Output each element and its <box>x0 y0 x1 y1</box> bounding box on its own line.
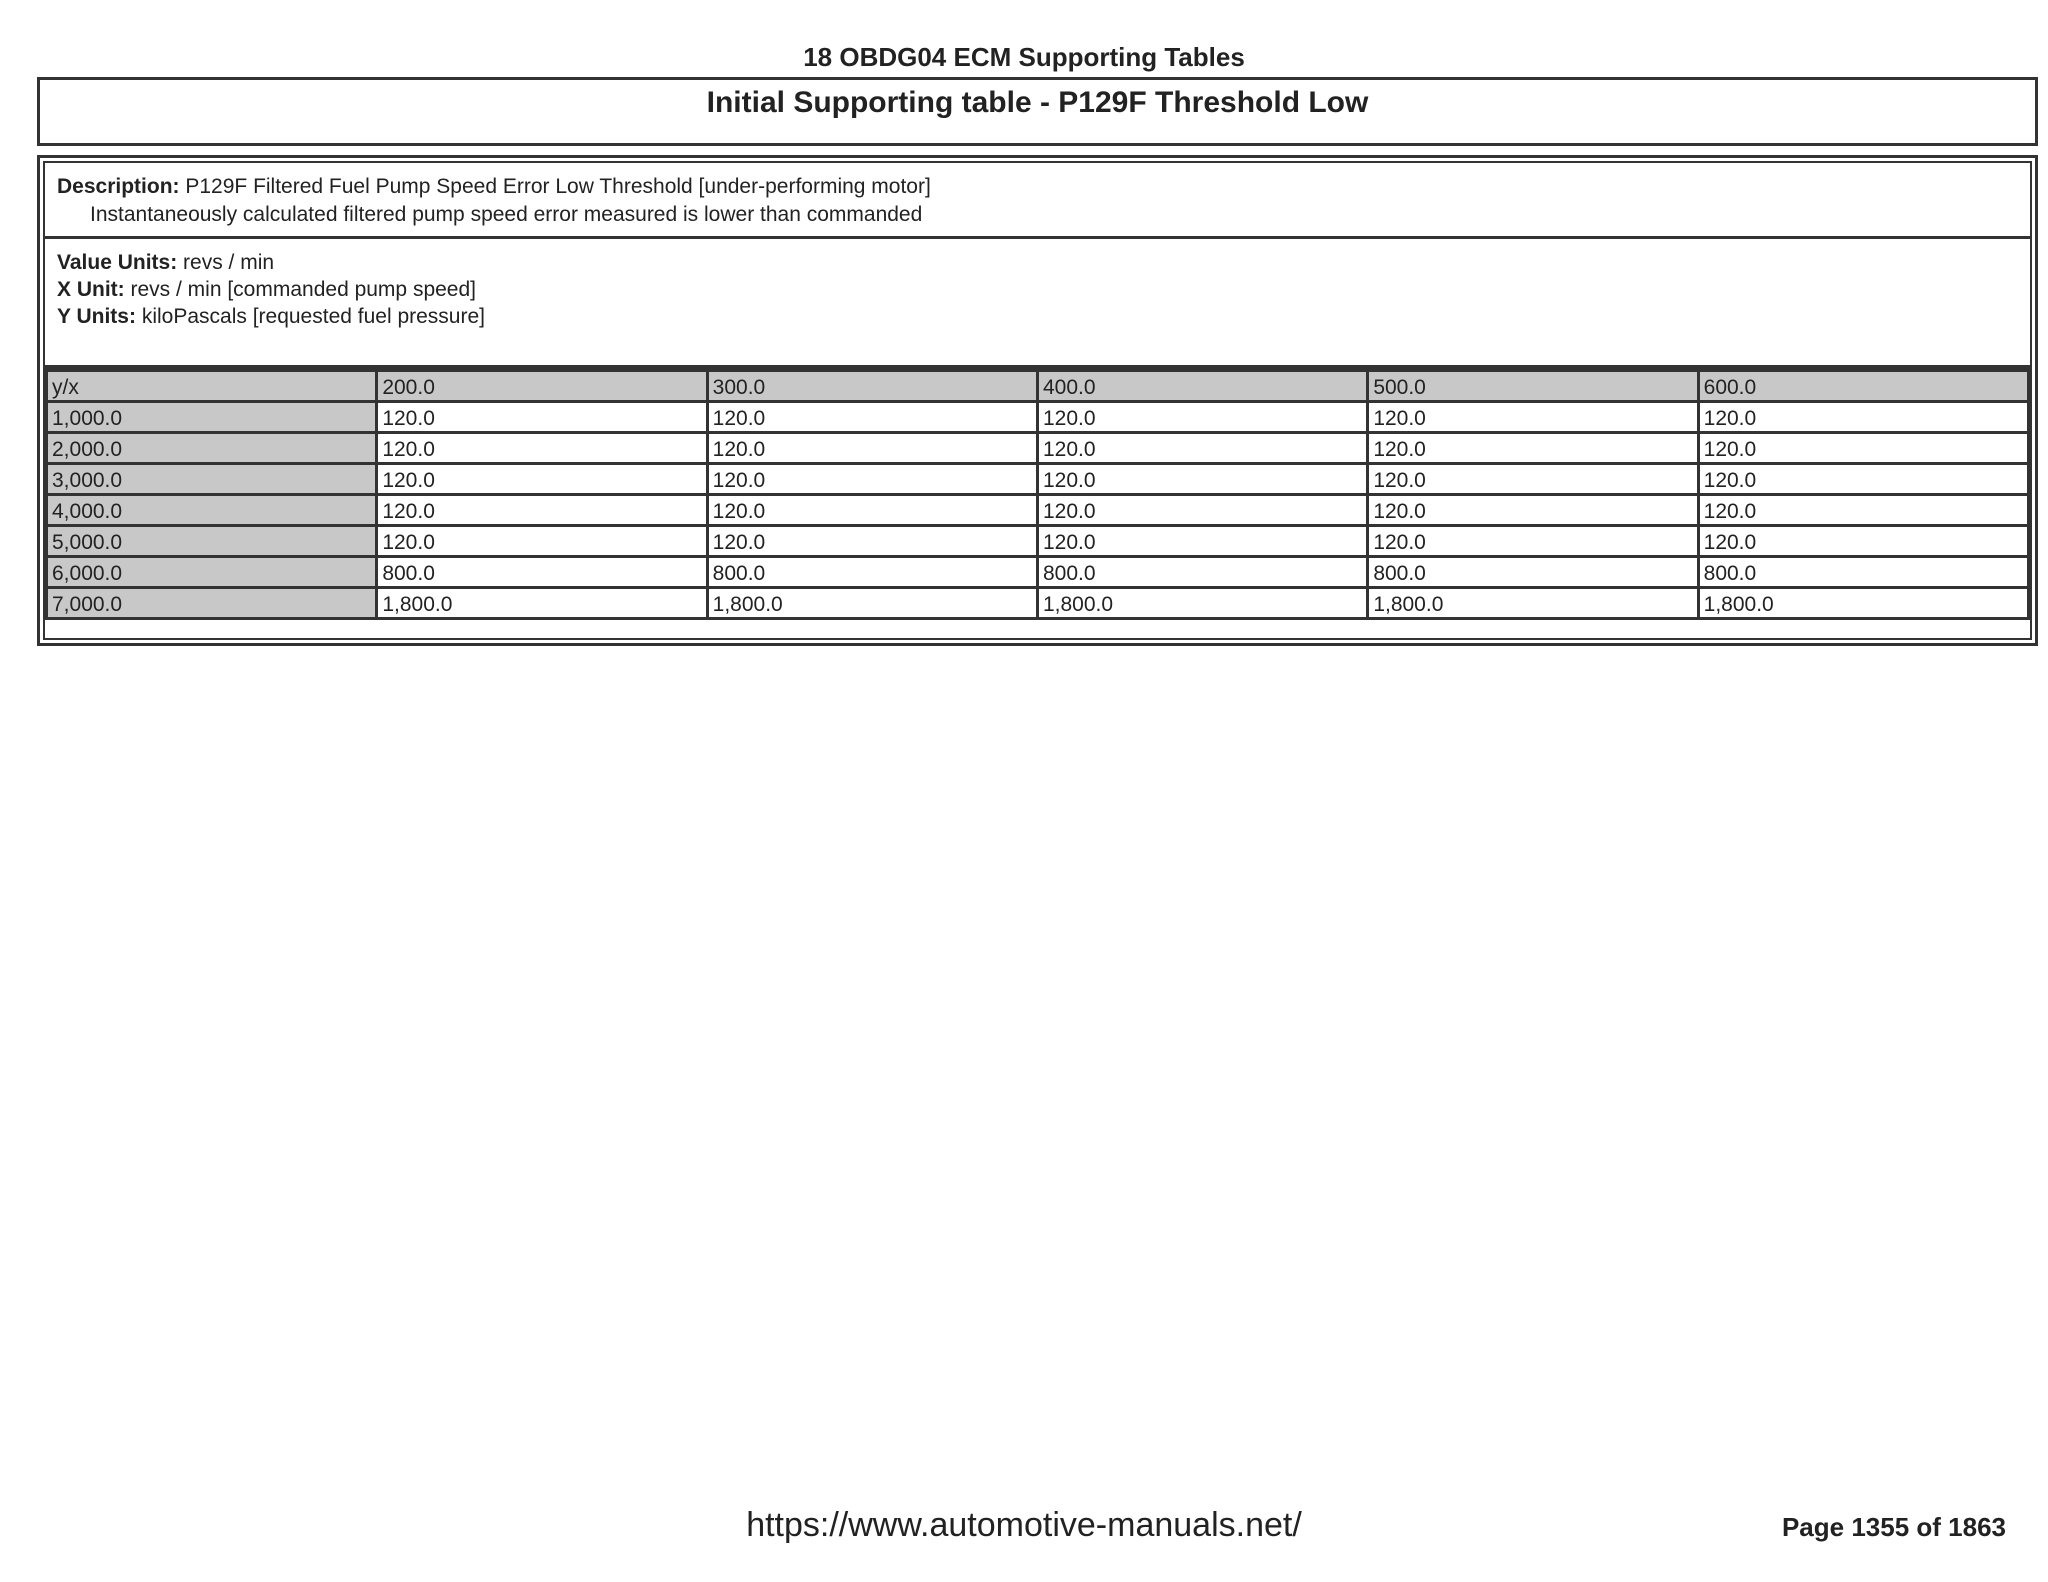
x-unit-text: revs / min [commanded pump speed] <box>130 278 476 301</box>
row-header: 4,000.0 <box>47 495 377 526</box>
table-cell: 1,800.0 <box>1698 588 2028 619</box>
row-header: 2,000.0 <box>47 433 377 464</box>
table-row <box>47 526 2029 557</box>
y-units-line <box>57 303 2018 330</box>
y-units-text: kiloPascals [requested fuel pressure] <box>141 305 485 328</box>
table-cell: 120.0 <box>707 464 1037 495</box>
table-panel-inner <box>43 161 2032 640</box>
table-cell: 120.0 <box>1037 402 1367 433</box>
table-cell: 800.0 <box>1368 557 1698 588</box>
description-line-2: Instantaneously calculated filtered pump speed error measured is lower than commanded <box>90 203 923 226</box>
table-cell: 120.0 <box>1368 402 1698 433</box>
description-line <box>57 173 2018 201</box>
table-cell: 120.0 <box>1037 495 1367 526</box>
row-header: 1,000.0 <box>47 402 377 433</box>
footer-url: https://www.automotive-manuals.net/ <box>746 1506 1302 1544</box>
table-cell: 120.0 <box>1698 464 2028 495</box>
table-cell: 120.0 <box>377 526 707 557</box>
table-header-row <box>47 371 2029 402</box>
table-cell: 120.0 <box>1698 495 2028 526</box>
row-header: 7,000.0 <box>47 588 377 619</box>
table-cell: 120.0 <box>377 402 707 433</box>
row-header: 5,000.0 <box>47 526 377 557</box>
table-cell: 120.0 <box>707 402 1037 433</box>
corner-cell: y/x <box>47 371 377 402</box>
table-row <box>47 402 2029 433</box>
table-cell: 1,800.0 <box>1368 588 1698 619</box>
table-row <box>47 495 2029 526</box>
units-section <box>45 239 2030 369</box>
table-cell: 120.0 <box>1698 402 2028 433</box>
table-cell: 1,800.0 <box>707 588 1037 619</box>
table-cell: 120.0 <box>377 464 707 495</box>
table-cell: 120.0 <box>707 495 1037 526</box>
table-cell: 120.0 <box>1698 526 2028 557</box>
data-table <box>45 369 2030 620</box>
table-row <box>47 464 2029 495</box>
document-header: 18 OBDG04 ECM Supporting Tables <box>803 42 1245 72</box>
table-cell: 120.0 <box>1037 433 1367 464</box>
table-cell: 120.0 <box>377 495 707 526</box>
y-units-label: Y Units: <box>57 305 136 328</box>
row-header: 6,000.0 <box>47 557 377 588</box>
table-cell: 120.0 <box>1037 464 1367 495</box>
table-cell: 800.0 <box>1037 557 1367 588</box>
page-number: Page 1355 of 1863 <box>1781 1512 2006 1542</box>
table-row <box>47 433 2029 464</box>
value-units-text: revs / min <box>183 251 275 274</box>
table-row <box>47 557 2029 588</box>
table-cell: 120.0 <box>707 526 1037 557</box>
x-unit-line <box>57 276 2018 303</box>
x-unit-label: X Unit: <box>57 278 125 301</box>
table-cell: 120.0 <box>1368 495 1698 526</box>
table-cell: 800.0 <box>377 557 707 588</box>
table-cell: 120.0 <box>1368 526 1698 557</box>
table-cell: 1,800.0 <box>377 588 707 619</box>
table-panel <box>37 155 2038 646</box>
description-label: Description: <box>57 175 180 198</box>
row-header: 3,000.0 <box>47 464 377 495</box>
table-cell: 120.0 <box>1037 526 1367 557</box>
table-title: Initial Supporting table - P129F Threshold Low <box>37 77 2038 146</box>
description-section <box>45 163 2030 239</box>
table-cell: 120.0 <box>1698 433 2028 464</box>
table-cell: 120.0 <box>707 433 1037 464</box>
table-cell: 800.0 <box>707 557 1037 588</box>
column-header: 600.0 <box>1698 371 2028 402</box>
table-cell: 1,800.0 <box>1037 588 1367 619</box>
value-units-label: Value Units: <box>57 251 178 274</box>
value-units-line <box>57 249 2018 276</box>
table-cell: 120.0 <box>1368 433 1698 464</box>
column-header: 400.0 <box>1037 371 1367 402</box>
table-cell: 120.0 <box>377 433 707 464</box>
description-text: P129F Filtered Fuel Pump Speed Error Low Threshold [under-performing motor] <box>185 175 931 198</box>
column-header: 500.0 <box>1368 371 1698 402</box>
column-header: 200.0 <box>377 371 707 402</box>
table-cell: 120.0 <box>1368 464 1698 495</box>
table-row <box>47 588 2029 619</box>
column-header: 300.0 <box>707 371 1037 402</box>
table-cell: 800.0 <box>1698 557 2028 588</box>
